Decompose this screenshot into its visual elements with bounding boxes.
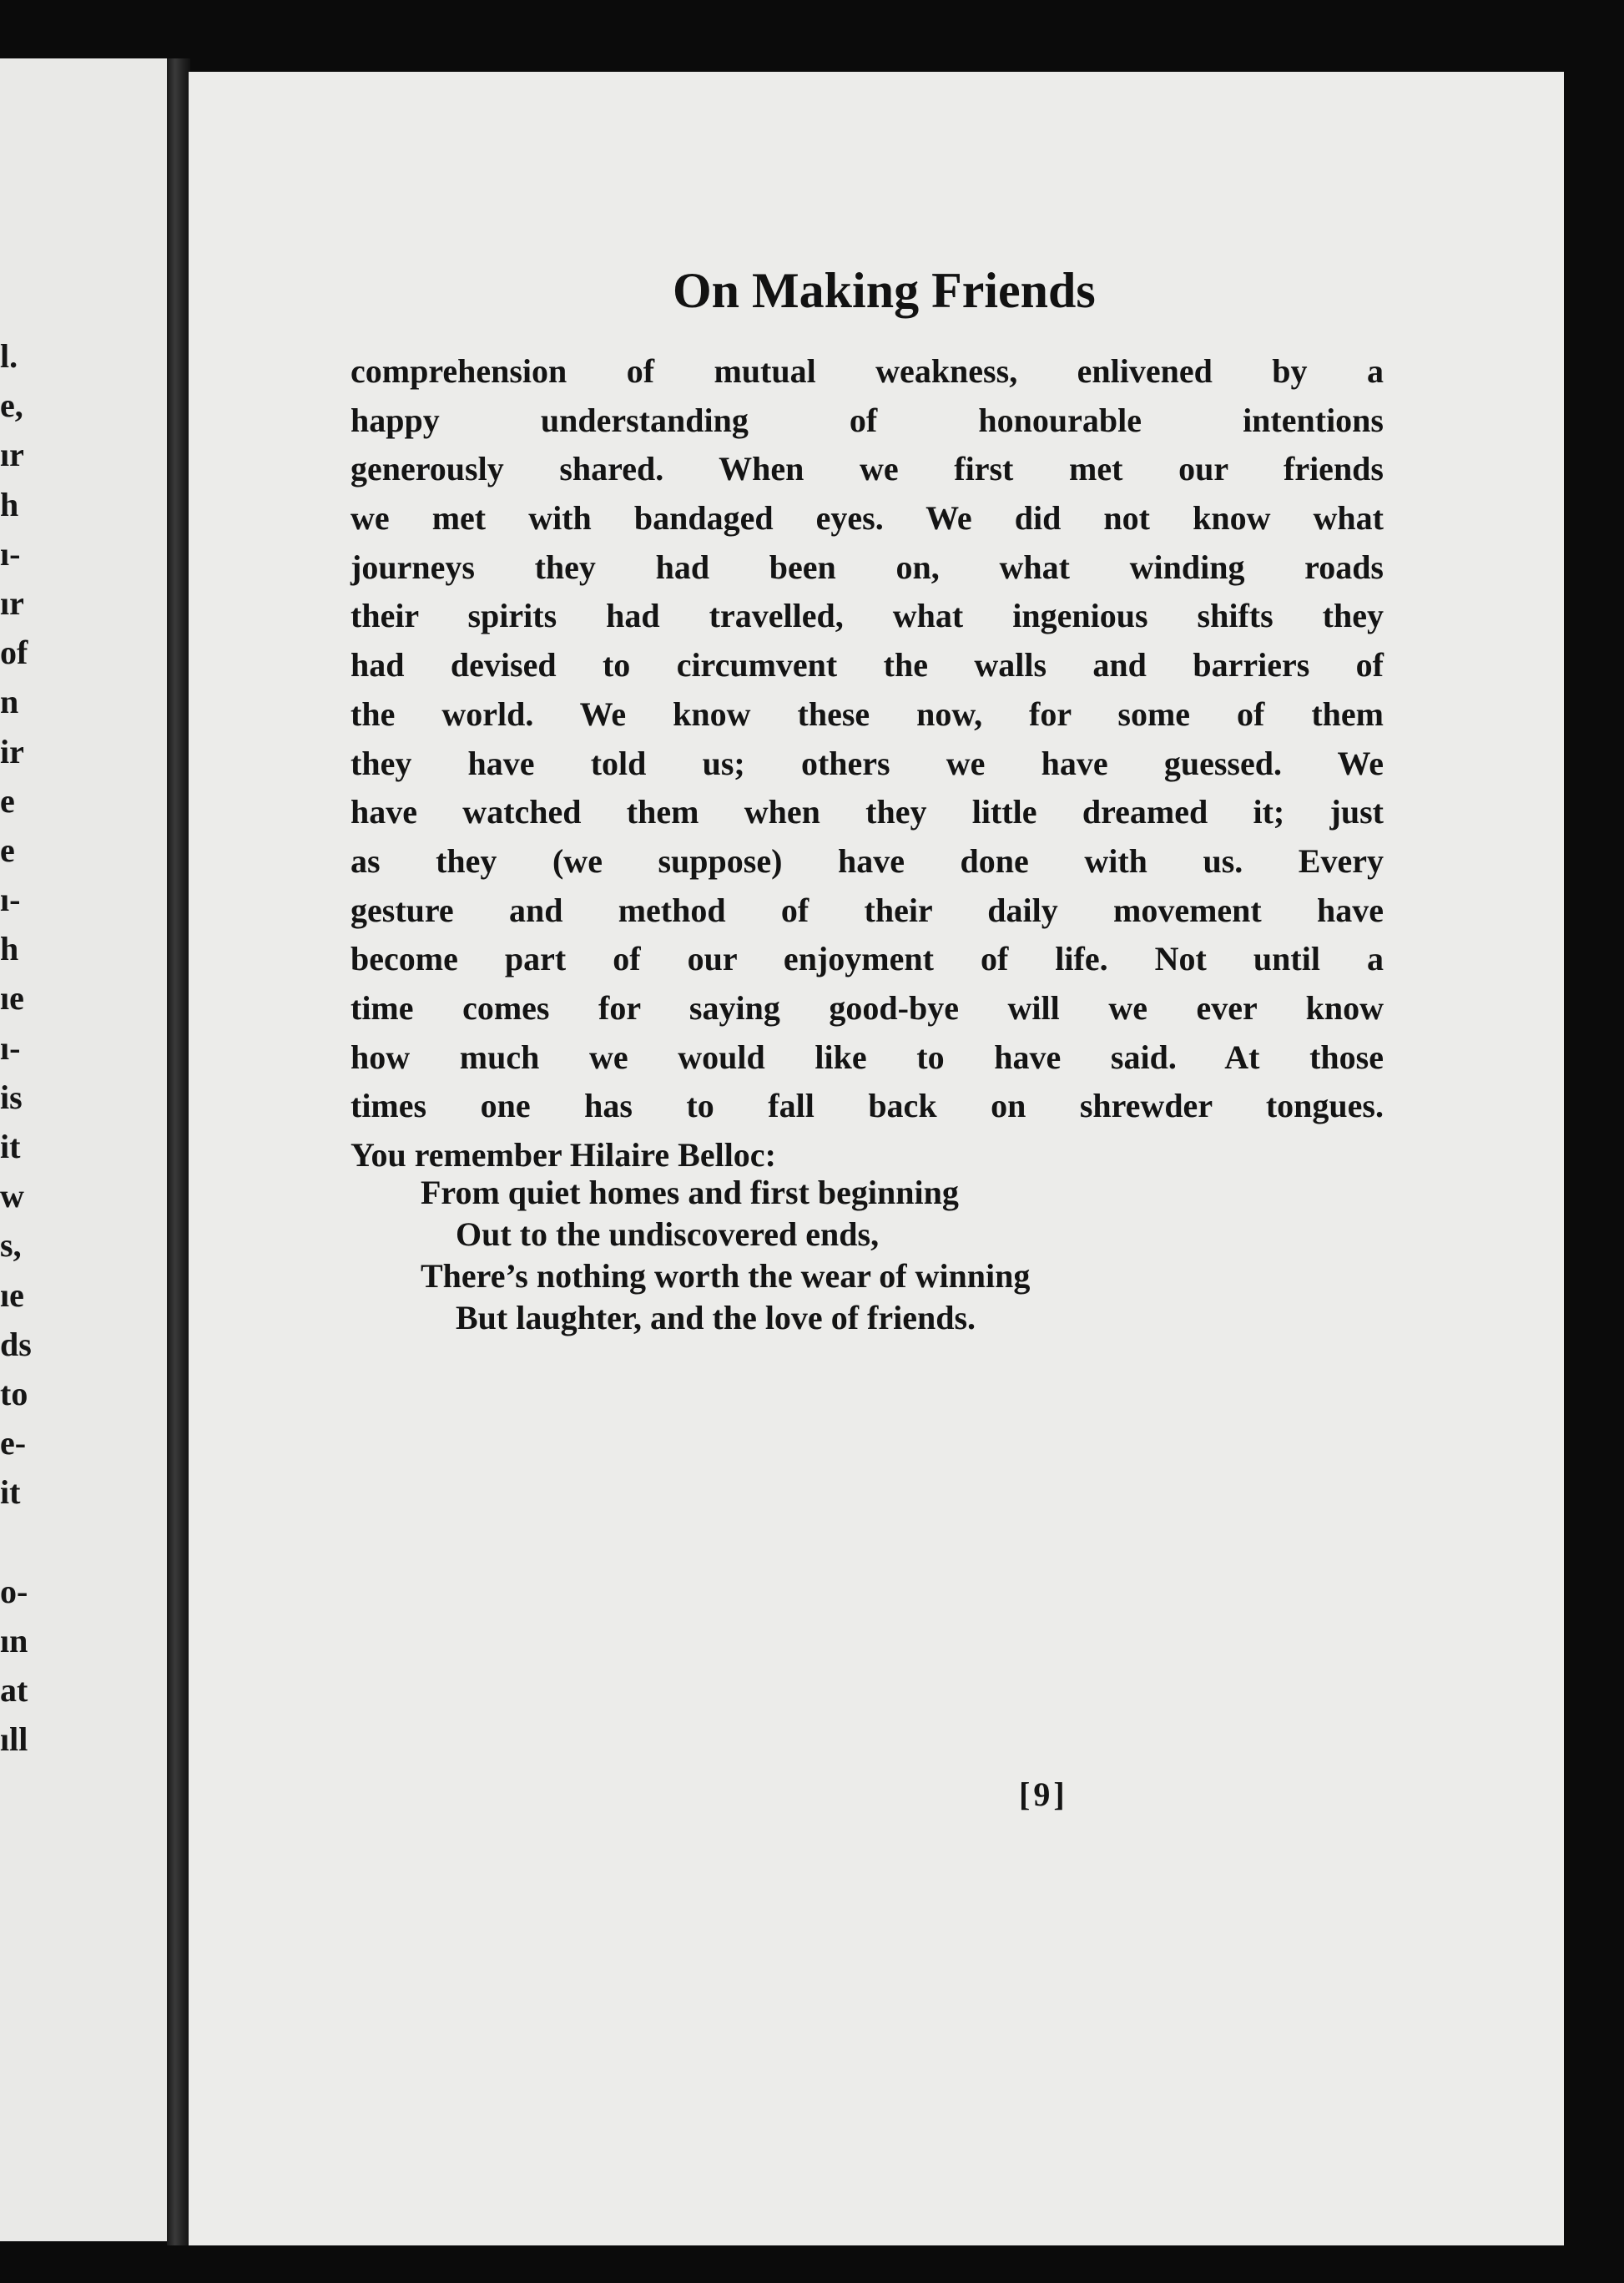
- left-fragment: ı-: [0, 881, 21, 919]
- left-fragment: w: [0, 1177, 24, 1215]
- text-line: how much we would like to have said. At those: [351, 1038, 1384, 1076]
- page-number: [9]: [1019, 1775, 1068, 1813]
- text-line: happy understanding of honourable intentions: [351, 401, 1384, 439]
- book-spine: [167, 58, 190, 2245]
- left-fragment: ir: [0, 732, 24, 770]
- text-line: their spirits had travelled, what ingenious shifts they: [351, 597, 1384, 635]
- left-fragment: l.: [0, 337, 18, 375]
- poem-line: From quiet homes and first beginning: [421, 1174, 959, 1211]
- left-fragment: e-: [0, 1424, 27, 1462]
- left-fragment: ıe: [0, 1275, 24, 1314]
- left-fragment: ı-: [0, 1028, 21, 1067]
- left-fragment: ıll: [0, 1720, 28, 1759]
- left-fragment: e: [0, 781, 15, 820]
- text-line: You remember Hilaire Belloc:: [351, 1136, 776, 1174]
- text-line: become part of our enjoyment of life. Not until a: [351, 940, 1384, 978]
- text-line: gesture and method of their daily movement have: [351, 891, 1384, 929]
- text-line: journeys they had been on, what winding roads: [351, 548, 1384, 586]
- text-line: had devised to circumvent the walls and barriers of: [351, 646, 1384, 684]
- left-fragment: e,: [0, 386, 23, 425]
- left-fragment: ds: [0, 1325, 32, 1363]
- left-fragment: ı-: [0, 534, 21, 573]
- text-line: time comes for saying good-bye will we ever know: [351, 988, 1384, 1027]
- poem-line: But laughter, and the love of friends.: [456, 1299, 976, 1336]
- left-fragment: ır: [0, 583, 24, 622]
- left-fragment: h: [0, 930, 19, 968]
- left-fragment: s,: [0, 1226, 22, 1265]
- body-paragraph: [351, 347, 1384, 1180]
- left-fragment: ın: [0, 1621, 28, 1659]
- left-fragment: [0, 1518, 32, 1567]
- left-fragment: it: [0, 1128, 21, 1165]
- left-fragment: is: [0, 1078, 23, 1116]
- left-fragment: e: [0, 831, 15, 869]
- running-title: On Making Friends: [673, 263, 1096, 318]
- left-page-text-fragments: [0, 331, 32, 1764]
- poem-line: There’s nothing worth the wear of winning: [421, 1257, 1031, 1295]
- left-fragment: ıe: [0, 979, 24, 1018]
- left-fragment: at: [0, 1671, 28, 1710]
- left-page: [0, 58, 171, 2241]
- left-fragment: n: [0, 683, 19, 721]
- text-line: as they (we suppose) have done with us. Every: [351, 841, 1384, 880]
- text-line: we met with bandaged eyes. We did not know what: [351, 499, 1384, 538]
- poem-line: Out to the undiscovered ends,: [456, 1215, 880, 1253]
- poem-quote: [421, 1172, 1030, 1339]
- text-line: comprehension of mutual weakness, enlivened by a: [351, 352, 1384, 390]
- text-line: generously shared. When we first met our friends: [351, 450, 1384, 488]
- right-page: [189, 72, 1564, 2245]
- left-fragment: it: [0, 1473, 21, 1512]
- left-fragment: of: [0, 634, 28, 672]
- text-line: they have told us; others we have guessed. We: [351, 744, 1384, 782]
- left-fragment: h: [0, 485, 19, 523]
- text-line: the world. We know these now, for some of them: [351, 694, 1384, 733]
- text-line: times one has to fall back on shrewder tongues.: [351, 1087, 1384, 1125]
- left-fragment: ır: [0, 436, 24, 474]
- left-fragment: o-: [0, 1572, 28, 1610]
- text-line: have watched them when they little dreamed it; just: [351, 793, 1384, 831]
- left-fragment: to: [0, 1374, 28, 1412]
